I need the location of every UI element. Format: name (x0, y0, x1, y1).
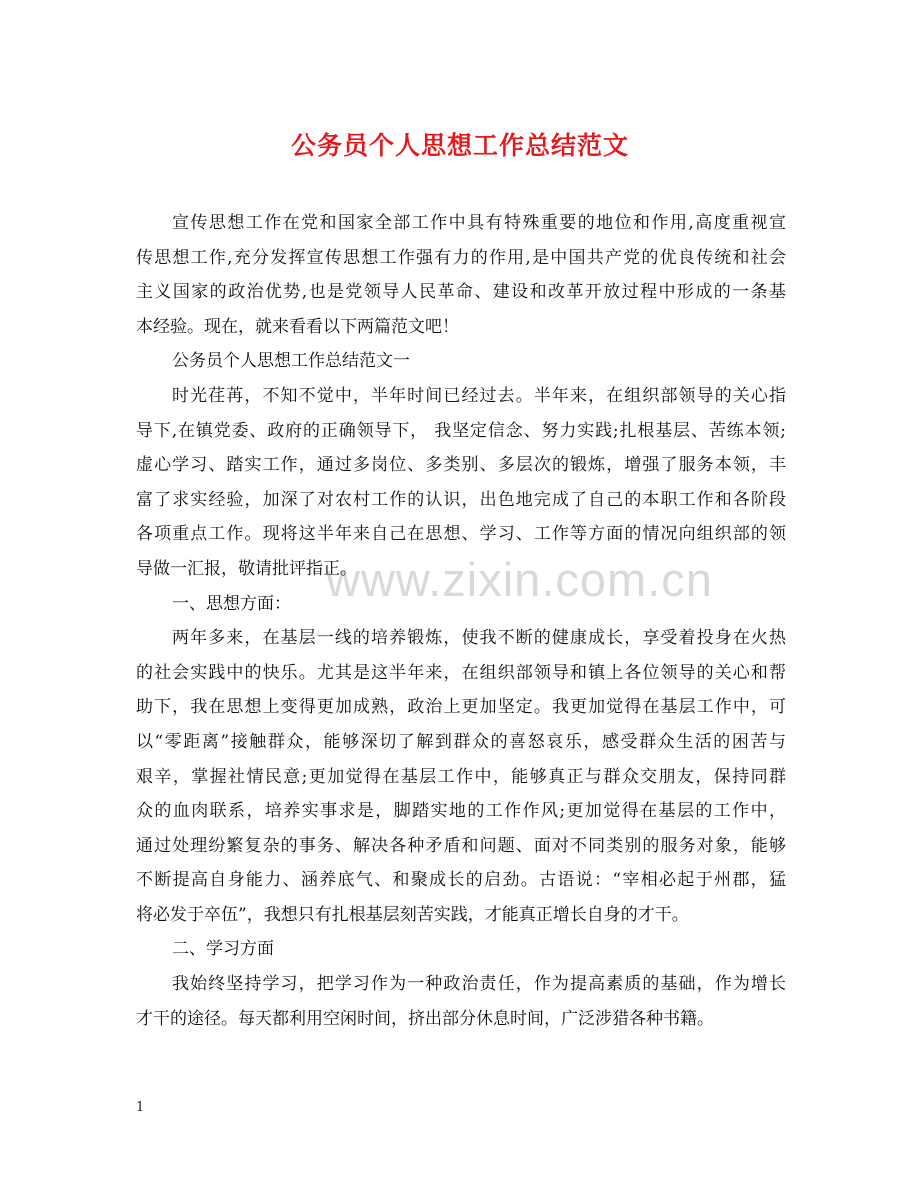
text-line: 两年多来，在基层一线的培养锻炼，使我不断的健康成长，享受着投身在火热 (172, 628, 786, 649)
text-line: 本经验。现在，就来看看以下两篇范文吧！ (136, 316, 459, 337)
text-line: 不断提高自身能力、涵养底气、和聚成长的启劲。古语说：“宰相必起于州郡，猛 (136, 870, 786, 891)
text-line: 才干的途径。每天都利用空闲时间，挤出部分休息时间，广泛涉猎各种书籍。 (136, 1008, 714, 1029)
section-heading: 一、思想方面： (172, 593, 291, 614)
text-line: 宣传思想工作在党和国家全部工作中具有特殊重要的地位和作用,高度重视宣 (172, 213, 786, 233)
text-line: 我始终坚持学习，把学习作为一种政治责任，作为提高素质的基础，作为增长 (172, 974, 786, 995)
text-line: 助下，我在思想上变得更加成熟，政治上更加坚定。我更加觉得在基层工作中，可 (136, 697, 786, 718)
page-number: 1 (136, 1100, 145, 1115)
text-line: 艰辛，掌握社情民意;更加觉得在基层工作中，能够真正与群众交朋友，保持同群 (136, 766, 786, 787)
text-line: 富了求实经验，加深了对农村工作的认识，出色地完成了自己的本职工作和各阶段 (136, 489, 786, 510)
text-line: 虚心学习、踏实工作，通过多岗位、多类别、多层次的锻炼，增强了服务本领，丰 (136, 455, 786, 476)
section-heading: 公务员个人思想工作总结范文一 (172, 351, 410, 372)
text-line: 导做一汇报，敬请批评指正。 (136, 558, 357, 579)
text-line: 主义国家的政治优势,也是党领导人民革命、建设和改革开放过程中形成的一条基 (136, 282, 786, 303)
watermark: www.zixin.com.cn (326, 553, 713, 606)
document-title: 公务员个人思想工作总结范文 (290, 131, 629, 160)
text-line: 众的血肉联系，培养实事求是，脚踏实地的工作作风;更加觉得在基层的工作中， (136, 801, 786, 822)
section-heading: 二、学习方面 (172, 939, 274, 960)
text-line: 时光荏苒，不知不觉中，半年时间已经过去。半年来，在组织部领导的关心指 (172, 385, 786, 406)
document-body (136, 206, 786, 1036)
text-line: 通过处理纷繁复杂的事务、解决各种矛盾和问题、面对不同类别的服务对象，能够 (136, 835, 786, 856)
text-line: 导下,在镇党委、政府的正确领导下， 我坚定信念、努力实践;扎根基层、苦练本领; (136, 420, 786, 441)
text-line: 传思想工作,充分发挥宣传思想工作强有力的作用,是中国共产党的优良传统和社会 (136, 247, 786, 268)
text-line: 将必发于卒伍”，我想只有扎根基层刻苦实践，才能真正增长自身的才干。 (136, 904, 689, 925)
text-line: 以“零距离”接触群众，能够深切了解到群众的喜怒哀乐，感受群众生活的困苦与 (136, 731, 786, 752)
text-line: 的社会实践中的快乐。尤其是这半年来，在组织部领导和镇上各位领导的关心和帮 (136, 662, 786, 683)
text-line: 各项重点工作。现将这半年来自己在思想、学习、工作等方面的情况向组织部的领 (136, 524, 786, 545)
